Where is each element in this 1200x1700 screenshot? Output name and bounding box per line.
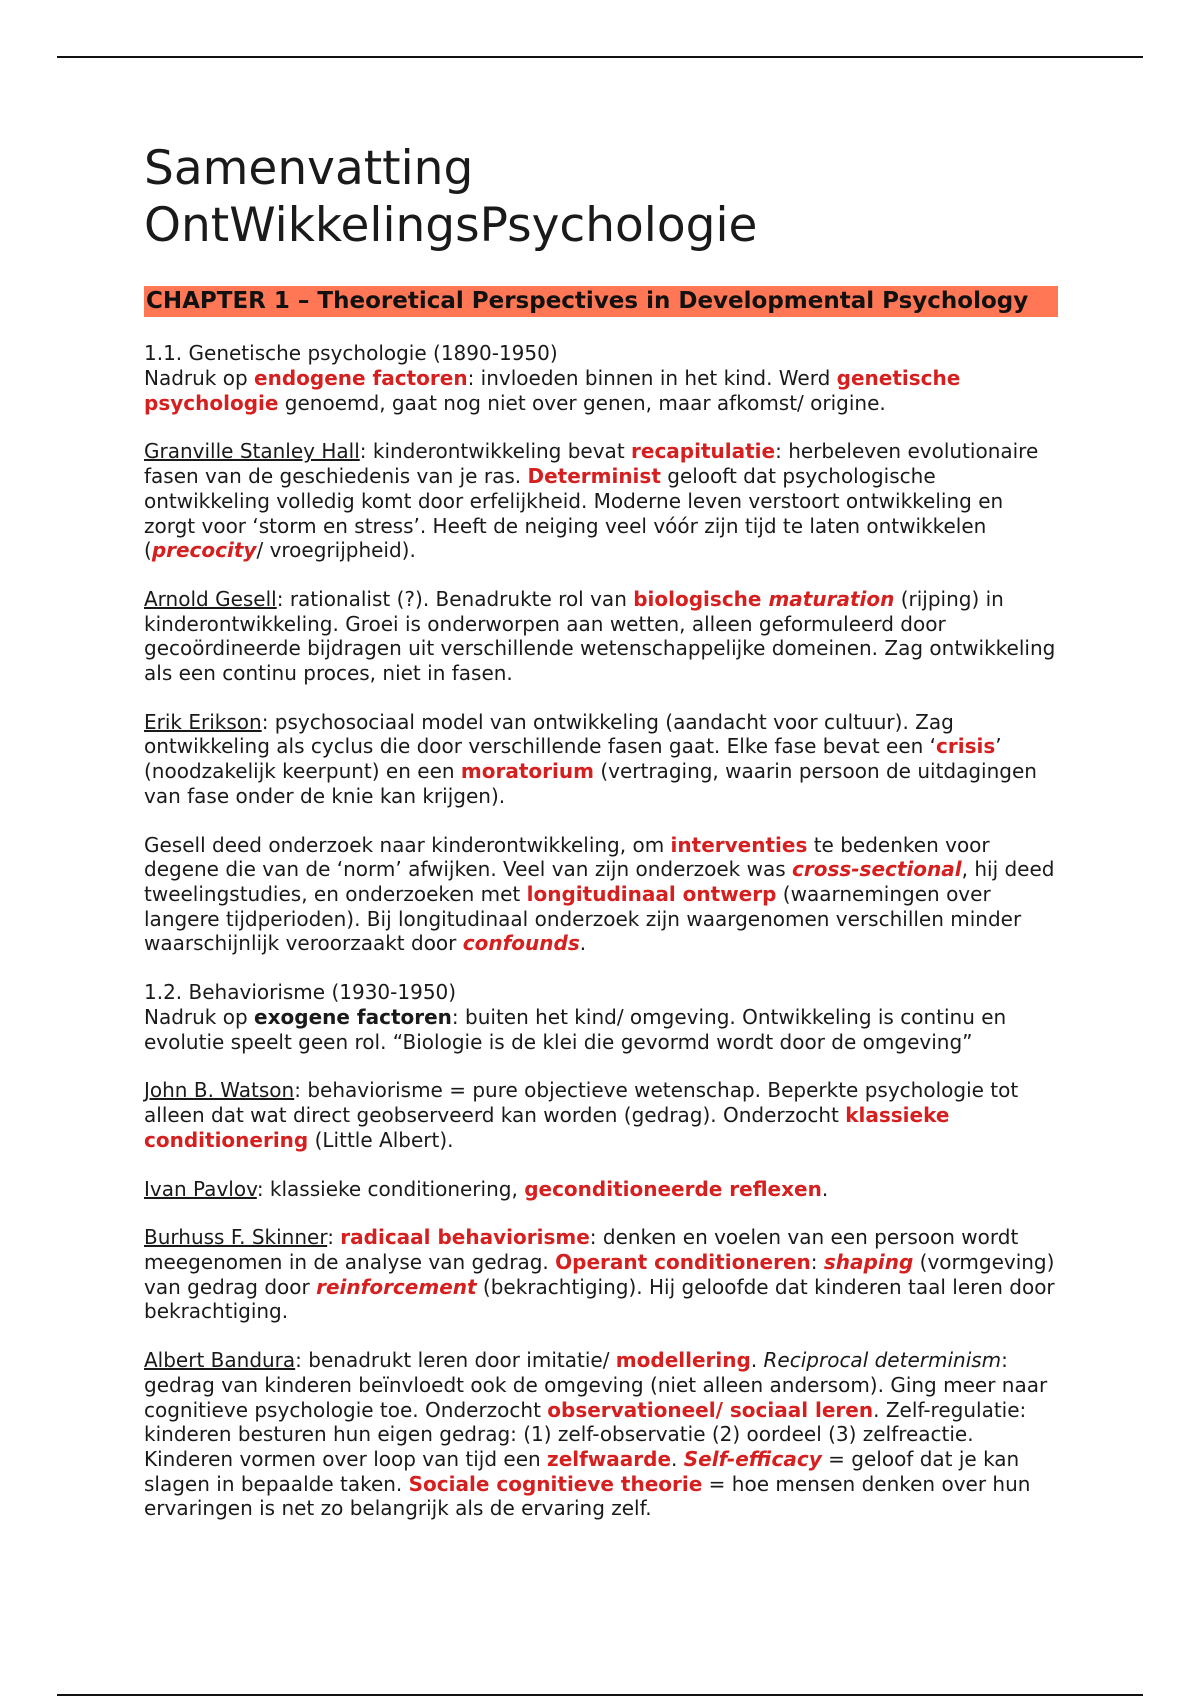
paragraph-erikson: Erik Erikson: psychosociaal model van ontwikkeling (aandacht voor cultuur). Zag ontwikkeling als cyclus die door verschillende fasen gaat. Elke fase bevat een ‘crisis’ (noodzakelijk keerpunt) en een moratorium (vertraging, waarin persoon de uitdagingen van fase onder de knie kan krijgen). [144,709,1037,808]
section-heading-1-2: 1.2. Behaviorisme (1930-1950) [144,980,457,1005]
document-body [144,140,1058,1545]
person-name: Ivan Pavlov [144,1176,257,1201]
person-name: Arnold Gesell [144,586,277,611]
paragraph-bandura: Albert Bandura: benadrukt leren door imitatie/ modellering. Reciprocal determinism: gedrag van kinderen beïnvloedt ook de omgeving (niet alleen andersom). Ging meer naar cognitieve psychologie toe. Onderzocht observationeel/ sociaal leren. Zelf-regulatie: kinderen besturen hun eigen gedrag: (1) zelf-observatie (2) oordeel (3) zelfreactie. Kinderen vormen over loop van tijd een zelfwaarde. Self-efficacy = geloof dat je kan slagen in bepaalde taken. Sociale cognitieve theorie = hoe mensen denken over hun ervaringen is net zo belangrijk als de ervaring zelf. [144,1348,1048,1521]
document-title [144,140,1058,254]
person-name: John B. Watson [144,1078,295,1103]
header-rule [57,56,1143,58]
chapter-heading: CHAPTER 1 – Theoretical Perspectives in Developmental Psychology [144,286,1058,317]
person-name: Burhuss F. Skinner [144,1225,328,1250]
section-heading-1-1: 1.1. Genetische psychologie (1890-1950) [144,341,558,365]
paragraph-skinner: Burhuss F. Skinner: radicaal behaviorisme: denken en voelen van een persoon wordt meegenomen in de analyse van gedrag. Operant conditioneren: shaping (vormgeving) van gedrag door reinforcement (bekrachtiging). Hij geloofde dat kinderen taal leren door bekrachtiging. [144,1225,1055,1324]
paragraph-pavlov: Ivan Pavlov: klassieke conditionering, geconditioneerde reflexen. [144,1176,829,1201]
title-line-1: Samenvatting [144,141,474,196]
paragraph-gesell: Arnold Gesell: rationalist (?). Benadrukte rol van biologische maturation (rijping) in kinderontwikkeling. Groei is onderworpen aan wetten, alleen geformuleerd door gecoördineerde bijdragen uit verschillende wetenschappelijke domeinen. Zag ontwikkeling als een continu proces, niet in fasen. [144,586,1056,686]
title-line-2: OntWikkelingsPsychologie [144,198,758,253]
paragraph-hall: Granville Stanley Hall: kinderontwikkeling bevat recapitulatie: herbeleven evolutionaire fasen van de geschiedenis van je ras. Determinist gelooft dat psychologische ontwikkeling volledig komt door erfelijkheid. Moderne leven verstoort ontwikkeling en zorgt voor ‘storm en stress’. Heeft de neiging veel vóór zijn tijd te laten ontwikkelen (precocity/ vroegrijpheid). [144,439,1039,563]
paragraph-exogenous: Nadruk op exogene factoren: buiten het kind/ omgeving. Ontwikkeling is continu en evolutie speelt geen rol. “Biologie is de klei die gevormd wordt door de omgeving” [144,1005,1007,1054]
person-name: Albert Bandura [144,1348,296,1373]
footer-rule [57,1694,1143,1696]
person-name: Erik Erikson [144,709,262,734]
paragraph-gesell-research: Gesell deed onderzoek naar kinderontwikkeling, om interventies te bedenken voor degene die van de ‘norm’ afwijken. Veel van zijn onderzoek was cross-sectional, hij deed tweelingstudies, en onderzoeken met longitudinaal ontwerp (waarnemingen over langere tijdperioden). Bij longitudinaal onderzoek zijn waargenomen verschillen minder waarschijnlijk veroorzaakt door confounds. [144,832,1055,956]
paragraph-watson: John B. Watson: behaviorisme = pure objectieve wetenschap. Beperkte psychologie tot alleen dat wat direct geobserveerd kan worden (gedrag). Onderzocht klassieke conditionering (Little Albert). [144,1078,1019,1152]
person-name: Granville Stanley Hall [144,439,360,464]
paragraph-endogenous: Nadruk op endogene factoren: invloeden binnen in het kind. Werd genetische psychologie genoemd, gaat nog niet over genen, maar afkomst/ origine. [144,366,961,415]
